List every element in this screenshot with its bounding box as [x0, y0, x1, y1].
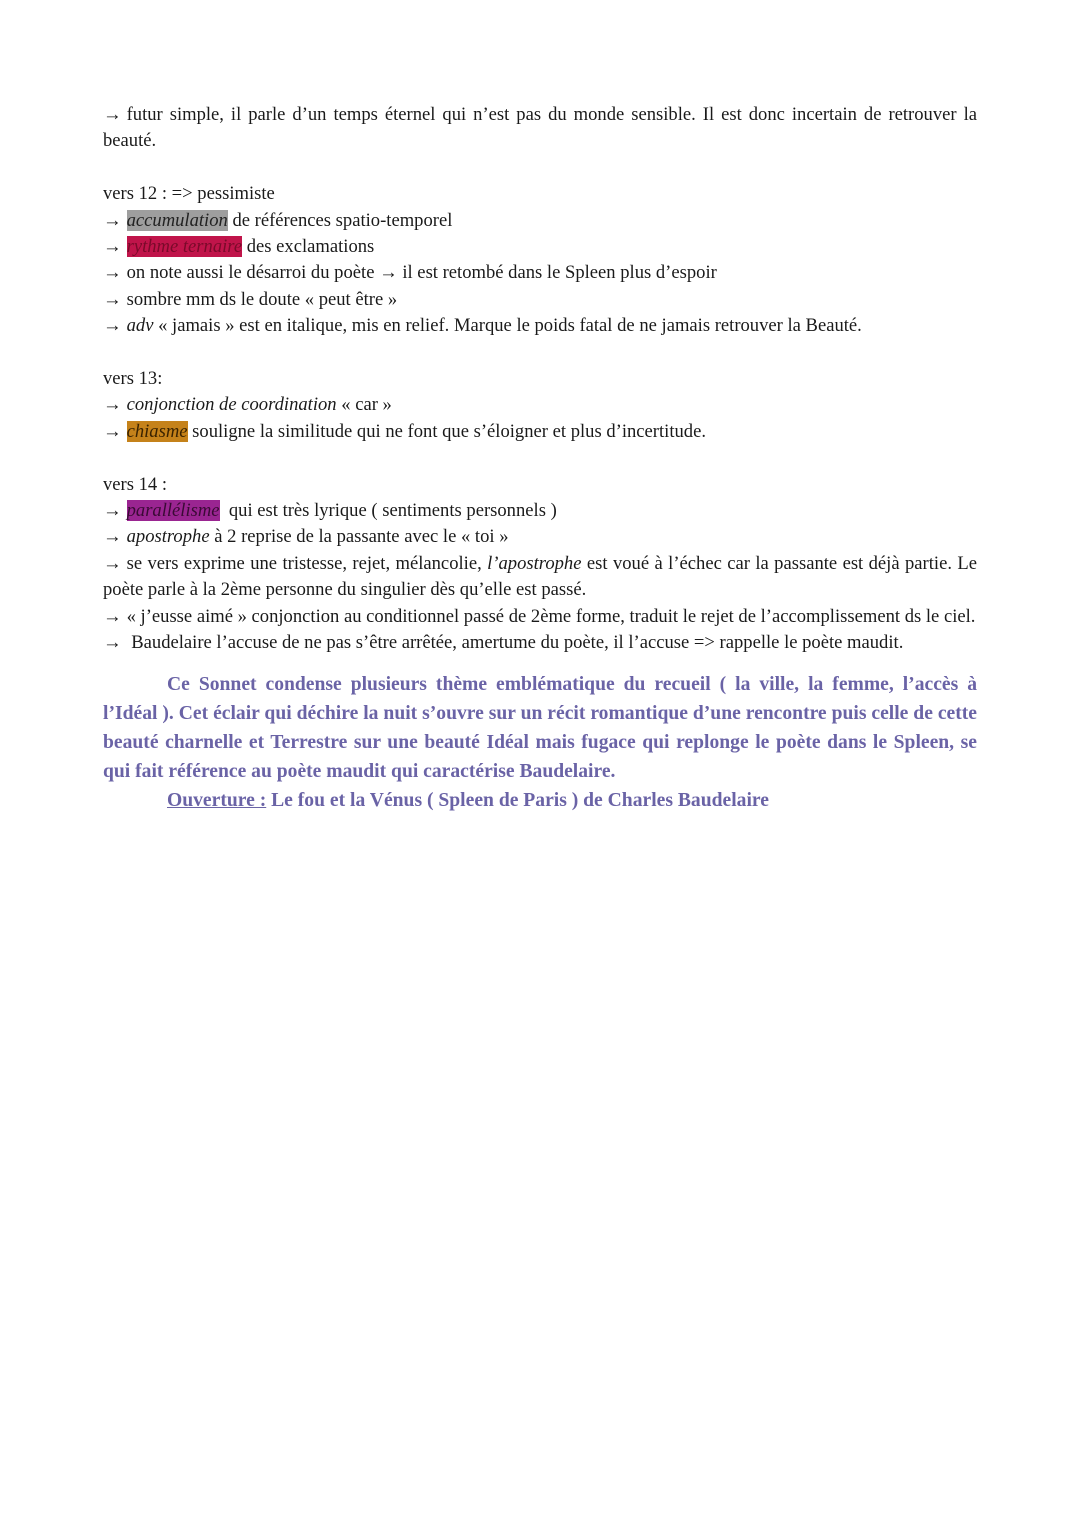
vers-12-item: → accumulation de références spatio-temporel	[103, 209, 453, 231]
arrow-icon: →	[103, 104, 122, 125]
vers-14-item: → parallélisme qui est très lyrique ( sentiments personnels )	[103, 500, 557, 522]
arrow-icon: →	[103, 500, 122, 522]
vers-14-heading: vers 14 :	[103, 473, 168, 495]
arrow-icon: →	[103, 420, 122, 442]
vers-12-item: → rythme ternaire des exclamations	[103, 236, 375, 258]
vers-13-item: → conjonction de coordination « car »	[103, 394, 392, 416]
vers-12-item: → sombre mm ds le doute « peut être »	[103, 288, 398, 310]
vers-14-item: → apostrophe à 2 reprise de la passante avec le « toi »	[103, 526, 509, 548]
vers-12-item: → adv « jamais » est en italique, mis en relief. Marque le poids fatal de ne jamais retrouver la Beauté.	[103, 315, 862, 337]
vers-12-heading: vers 12 : => pessimiste	[103, 183, 275, 205]
ouverture-label: Ouverture :	[167, 790, 267, 812]
arrow-icon: →	[103, 262, 122, 284]
vers-13-heading: vers 13:	[103, 368, 163, 390]
conclusion-paragraph: Ce Sonnet condense plusieurs thème emblématique du recueil ( la ville, la femme, l’accès à l’Idéal ). Cet éclair qui déchire la nuit s’ouvre sur un récit romantique d’une rencontre puis celle de cette beauté charnelle et Terrestre sur une beauté Idéal mais fugace qui replonge le poète dans le Spleen, se qui fait référence au poète maudit qui caractérise Baudelaire. Ouverture : Le fou et la Vénus ( Spleen de Paris ) de Charles Baudelaire	[103, 674, 977, 812]
vers-13-item: → chiasme souligne la similitude qui ne font que s’éloigner et plus d’incertitude.	[103, 420, 706, 442]
arrow-icon: →	[103, 552, 122, 574]
highlight-accumulation: accumulation	[126, 209, 228, 231]
ouverture-text: Le fou et la Vénus ( Spleen de Paris ) de Charles Baudelaire	[266, 790, 769, 812]
document-body	[103, 102, 977, 815]
highlight-rythme-ternaire: rythme ternaire	[126, 236, 243, 258]
arrow-icon: →	[103, 632, 122, 654]
vers-14-item: → « j’eusse aimé » conjonction au conditionnel passé de 2ème forme, traduit le rejet de l’accomplissement ds le ciel.	[103, 605, 976, 627]
futur-simple-paragraph: → futur simple, il parle d’un temps éternel qui n’est pas du monde sensible. Il est donc incertain de retrouver la beauté.	[103, 104, 977, 152]
arrow-icon: →	[103, 288, 122, 310]
arrow-icon: →	[103, 236, 122, 258]
arrow-icon: →	[103, 315, 122, 337]
highlight-parallelisme: parallélisme	[126, 500, 220, 522]
vers-14-item: → se vers exprime une tristesse, rejet, mélancolie, l’apostrophe est voué à l’échec car la passante est déjà partie. Le poète parle à la 2ème personne du singulier dès qu’elle est passé.	[103, 552, 978, 601]
arrow-icon: →	[103, 526, 122, 548]
vers-12-item: → on note aussi le désarroi du poète → il est retombé dans le Spleen plus d’espoir	[103, 262, 717, 284]
arrow-icon: →	[103, 394, 122, 416]
arrow-icon: →	[103, 209, 122, 231]
vers-14-item: → Baudelaire l’accuse de ne pas s’être arrêtée, amertume du poète, il l’accuse => rappelle le poète maudit.	[103, 632, 904, 654]
highlight-chiasme: chiasme	[126, 420, 188, 442]
arrow-icon: →	[103, 605, 122, 627]
